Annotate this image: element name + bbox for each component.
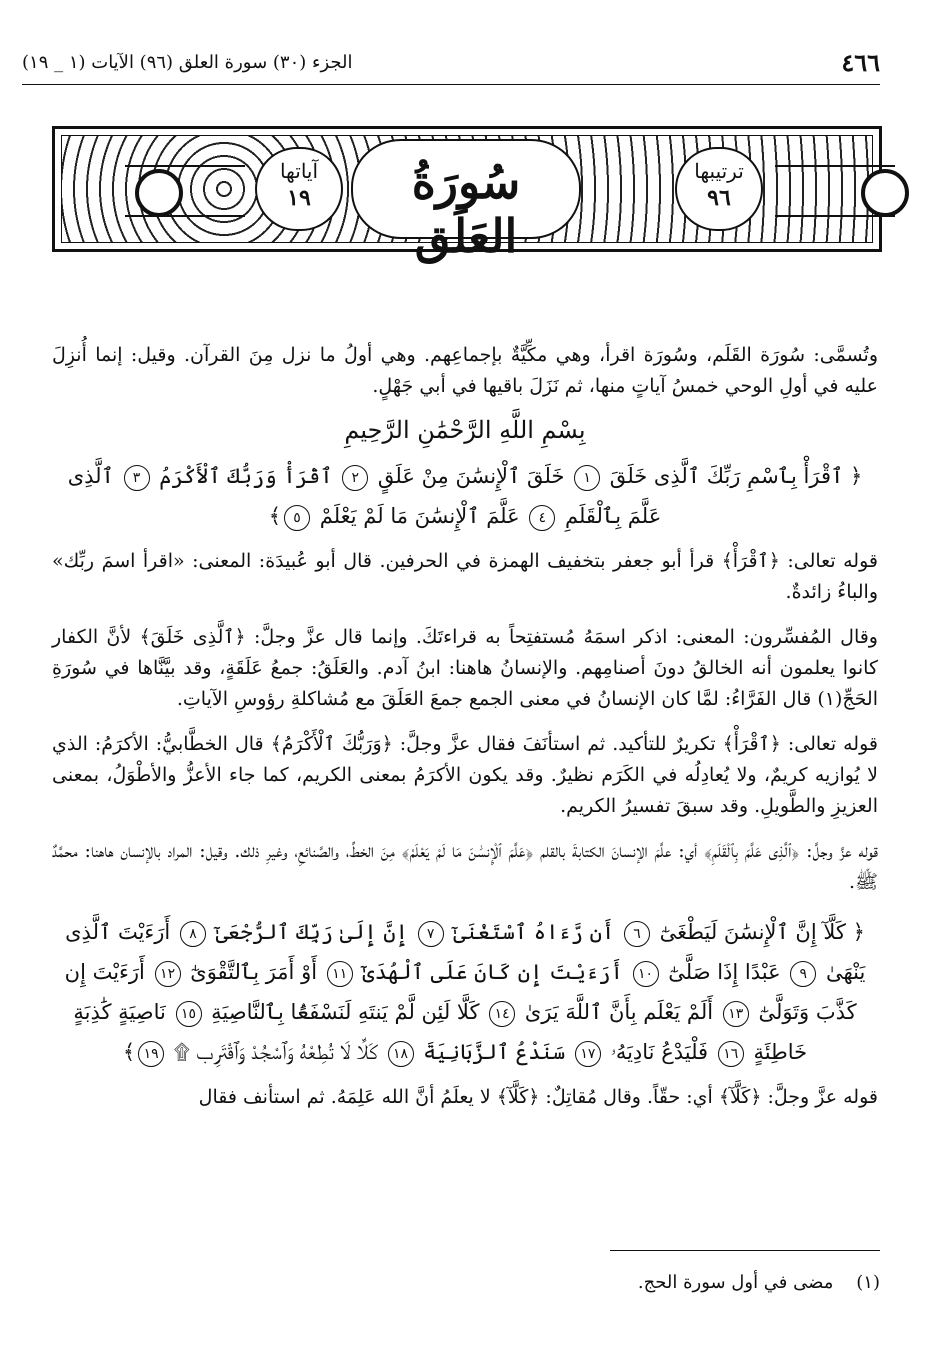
- verse-text: كَلَّا لَئِن لَّمْ يَنتَهِ لَنَسْفَعًۢا بِٱلنَّاصِيَةِ: [204, 1000, 487, 1024]
- verse-text: أَوْ أَمَرَ بِٱلتَّقْوَىٰٓ: [183, 960, 324, 984]
- verse-number: ٩: [790, 961, 816, 987]
- verse-number: ١٣: [723, 1001, 749, 1027]
- commentary-paragraph-4: قوله عزَّ وجلَّ: ﴿ٱلَّذِى عَلَّمَ بِٱلْقَلَمِ﴾ أي: علَّمَ الإنسانَ الكتابةَ بالقلم ﴿عَلَّمَ ٱلْإِنسَٰنَ مَا لَمْ يَعْلَمْ﴾ مِنَ الخطِّ، والصَّنائعِ، وغيرِ ذلك. وقيل: المراد بالإنسان هاهنا: محمَّدٌ ﷺ.: [52, 840, 878, 893]
- quran-block-2: [52, 912, 878, 1072]
- bracket-open: ﴿: [852, 920, 865, 944]
- verse-text: ٱقْرَأْ وَرَبُّكَ ٱلْأَكْرَمُ: [152, 464, 340, 488]
- verse-text: أَن رَّءَاهُ ٱسْتَغْنَىٰٓ: [446, 920, 621, 944]
- verse-number: ١٩: [138, 1041, 164, 1067]
- surah-title: سُورَةُ العَلَق: [411, 155, 521, 263]
- verse-text: كَلَّآ إِنَّ ٱلْإِنسَٰنَ لَيَطْغَىٰٓ: [652, 920, 853, 944]
- intro-paragraph: وتُسمَّى: سُورَة القَلَم، وسُورَة اقرأ، وهي مكِّيَّةٌ بإجماعِهم. وهي أولُ ما نزل مِنَ القرآن. وقيل: إنما أُنزِلَ عليه في أولِ الوحي خمسُ آياتٍ منها، ثم نَزَلَ باقيها في أبي جَهْلٍ.: [52, 344, 878, 397]
- verse-text: أَرَءَيْتَ إِن كَانَ عَلَى ٱلْهُدَىٰٓ: [355, 960, 630, 984]
- verse-number: ٣: [124, 465, 150, 491]
- verse-number: ١٥: [176, 1001, 202, 1027]
- footnote-rule: [610, 1250, 880, 1251]
- page-body: [52, 340, 878, 1127]
- verse-number: ٨: [180, 921, 206, 947]
- bracket-close: ﴾: [268, 504, 282, 528]
- verse-number: ١٤: [489, 1001, 515, 1027]
- verse-number: ٤: [529, 505, 555, 531]
- verse-number: ١٢: [155, 961, 181, 987]
- order-label: ترتيبها: [694, 159, 744, 183]
- commentary-paragraph-1: قوله تعالى: ﴿ٱقْرَأْ﴾ قرأ أبو جعفر بتخفيف الهمزة في الحرفين. قال أبو عُبيدَة: المعنى: «اقرأ اسمَ ربِّك» والباءُ زائدةٌ.: [52, 550, 878, 603]
- verse-number: ١٠: [633, 961, 659, 987]
- footnote-marker: (١): [856, 1272, 880, 1293]
- verse-text: عَبْدًا إِذَا صَلَّىٰٓ: [661, 960, 788, 984]
- verse-number: ١٦: [718, 1041, 744, 1067]
- ayat-label: آياتها: [279, 159, 319, 183]
- verse-text: عَلَّمَ ٱلْإِنسَٰنَ مَا لَمْ يَعْلَمْ: [313, 504, 527, 528]
- verse-text: فَلْيَدْعُ نَادِيَهُۥ: [603, 1040, 715, 1064]
- verse-text: نَاصِيَةٍ كَٰذِبَةٍ خَاطِئَةٍ: [73, 1000, 808, 1064]
- commentary-paragraph-2: وقال المُفسِّرون: المعنى: اذكر اسمَهُ مُستفتِحاً به قراءتَكَ. وإنما قال عزَّ وجلَّ: ﴿ٱلَّذِى خَلَقَ﴾ لأنَّ الكفار كانوا يعلمون أنه الخالقُ دونَ أصنامِهم. والإنسانُ هاهنا: ابنُ آدم. والعَلَقُ: جمعُ عَلَقَةٍ، وقد بيَّنَّاها في سُورَةِ الحَجِّ(١) قال الفَرَّاءُ: لمَّا كان الإنسانُ في معنى الجمع جمعَ العَلَقَ مع مُشاكلةِ رؤوسِ الآياتِ.: [52, 626, 878, 710]
- verse-text: كَلَّا لَا تُطِعْهُ وَٱسْجُدْ وَٱقْتَرِب ۩: [167, 1040, 385, 1064]
- surah-title-cartouche: [351, 139, 581, 263]
- verse-number: ١١: [327, 961, 353, 987]
- commentary-paragraph-3: قوله تعالى: ﴿ٱقْرَأْ﴾ تكريرٌ للتأكيد. ثم استأنَفَ فقال عزَّ وجلَّ: ﴿وَرَبُّكَ ٱلْأَكْرَمُ﴾ قال الخطَّابيُّ: الأكرَمُ: الذي لا يُوازيه كريمٌ، ولا يُعادِلُه في الكَرَم نظيرٌ. وقد يكون الأكرَمُ بمعنى الكريم، كما جاء الأعزُّ والأطْوَلُ، بمعنى العزيزِ والطَّويلِ. وقد سبقَ تفسيرُ الكريم.: [52, 733, 878, 817]
- order-value: ٩٦: [707, 185, 731, 211]
- header-title: الجزء (٣٠) سورة العلق (٩٦) الآيات (١ _ ١٩): [22, 52, 353, 73]
- basmala: بِسْمِ اللَّهِ الرَّحْمَٰنِ الرَّحِيمِ: [344, 416, 586, 444]
- verse-text: ٱقْرَأْ بِٱسْمِ رَبِّكَ ٱلَّذِى خَلَقَ: [603, 464, 850, 488]
- commentary-paragraph-5: قوله عزَّ وجلَّ: ﴿كَلَّآ﴾ أي: حقّاً. وقال مُقاتِلٌ: ﴿كَلَّآ﴾ لا يعلَمُ أنَّ الله عَلِمَهُ. ثم استأنف فقال: [198, 1086, 878, 1108]
- verse-text: إِنَّ إِلَىٰ رَبِّكَ ٱلرُّجْعَىٰٓ: [208, 920, 415, 944]
- order-medallion: [675, 147, 763, 231]
- bracket-close: ﴾: [122, 1040, 136, 1064]
- verse-number: ١٨: [388, 1041, 414, 1067]
- ornament-ring-right: [861, 169, 909, 217]
- bracket-open: ﴿: [849, 464, 863, 488]
- verse-text: أَلَمْ يَعْلَم بِأَنَّ ٱللَّهَ يَرَىٰ: [518, 1000, 720, 1024]
- ayat-value: ١٩: [287, 185, 311, 211]
- verse-number: ٦: [624, 921, 650, 947]
- verse-text: خَلَقَ ٱلْإِنسَٰنَ مِنْ عَلَقٍ: [371, 464, 572, 488]
- verse-number: ١: [574, 465, 600, 491]
- footnote-text: مضى في أول سورة الحج.: [637, 1272, 834, 1293]
- ornament-ring-left: [135, 169, 183, 217]
- verse-text: أَرَءَيْتَ ٱلَّذِى يَنْهَىٰ: [65, 920, 866, 984]
- page-number: ٤٦٦: [841, 48, 880, 77]
- verse-text: سَنَدْعُ ٱلزَّبَانِيَةَ: [416, 1040, 572, 1064]
- verse-number: ٢: [342, 465, 368, 491]
- verse-number: ٧: [418, 921, 444, 947]
- footnote: [638, 1272, 880, 1293]
- verse-number: ٥: [284, 505, 310, 531]
- quran-block-1: [52, 456, 878, 536]
- surah-banner: [52, 126, 882, 263]
- ayat-medallion: [255, 147, 343, 231]
- verse-number: ١٧: [575, 1041, 601, 1067]
- verse-text: أَرَءَيْتَ إِن كَذَّبَ وَتَوَلَّىٰٓ: [64, 960, 857, 1024]
- verse-text: ٱلَّذِى عَلَّمَ بِٱلْقَلَمِ: [67, 464, 662, 528]
- running-header: [22, 48, 880, 85]
